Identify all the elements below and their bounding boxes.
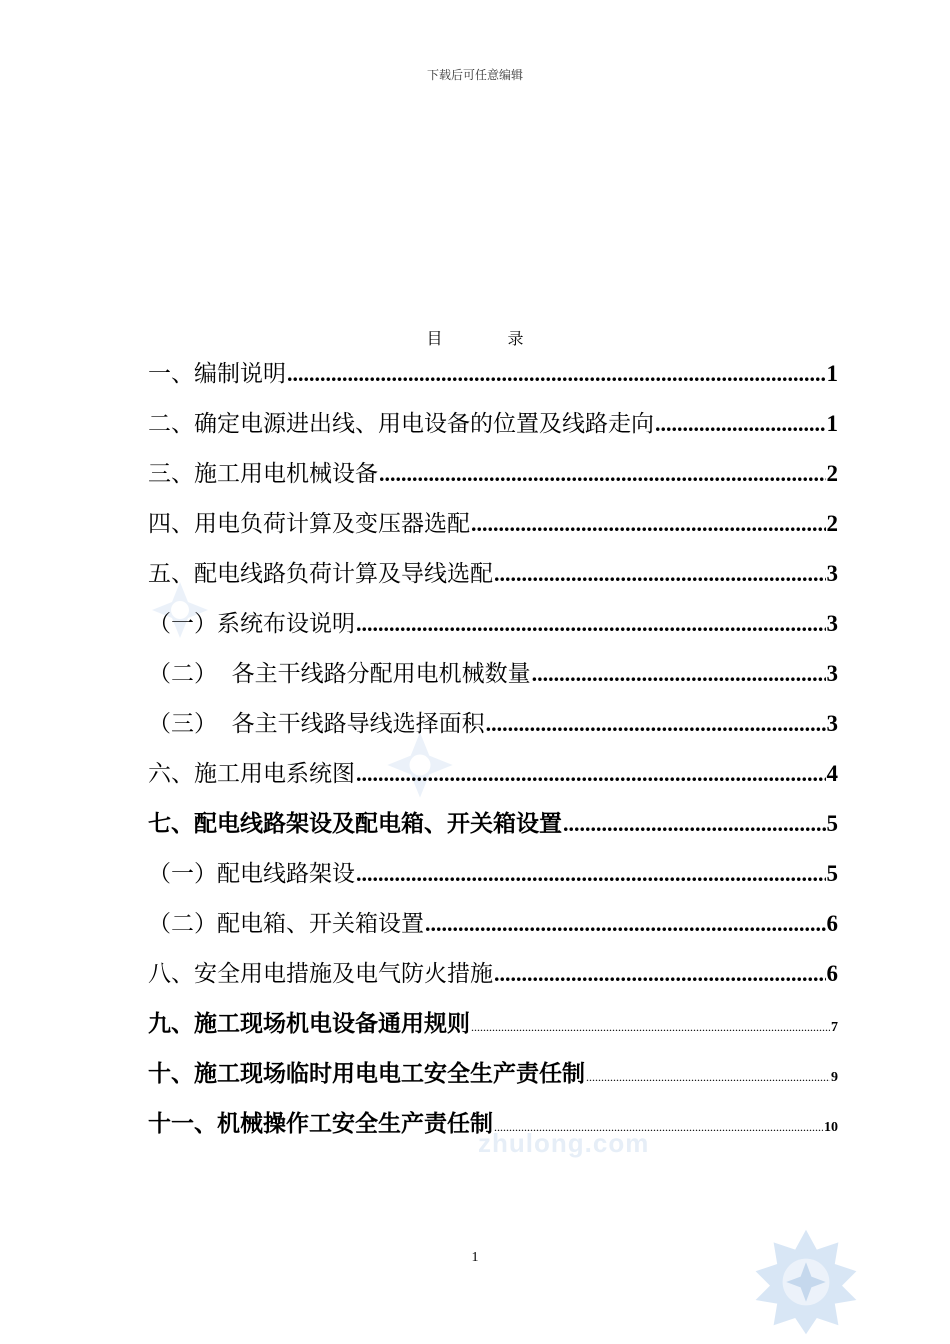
toc-entry-page: 2	[826, 461, 838, 486]
toc-entry-label: 八、安全用电措施及电气防火措施	[148, 961, 493, 987]
toc-entry[interactable]	[148, 955, 838, 991]
toc-entry-label: 五、配电线路负荷计算及导线选配	[148, 561, 493, 587]
toc-subentry[interactable]	[148, 605, 838, 641]
dot-leader	[379, 461, 826, 487]
toc-entry[interactable]	[148, 505, 838, 541]
toc-entry[interactable]	[148, 1005, 838, 1041]
toc-entry-page: 4	[826, 761, 838, 786]
toc-entry-page: 1	[826, 411, 838, 436]
dot-leader	[532, 661, 826, 687]
toc-subentry[interactable]	[148, 705, 838, 741]
dot-leader	[494, 561, 826, 587]
toc-entry-label: 四、用电负荷计算及变压器选配	[148, 511, 470, 537]
toc-entry[interactable]	[148, 1055, 838, 1091]
toc-entry-label: （三） 各主干线路导线选择面积	[148, 711, 485, 737]
toc-entry-page: 3	[826, 611, 838, 636]
toc-entry[interactable]	[148, 755, 838, 791]
dot-leader	[563, 811, 826, 837]
toc-entry[interactable]	[148, 455, 838, 491]
dot-leader	[655, 411, 826, 437]
toc-subentry[interactable]	[148, 905, 838, 941]
toc-entry-label: 九、施工现场机电设备通用规则	[148, 1011, 470, 1037]
toc-title: 目 录	[426, 329, 554, 348]
toc-entry-page: 6	[826, 961, 838, 986]
toc-entry[interactable]	[148, 555, 838, 591]
dot-leader	[356, 611, 826, 637]
toc-entry-page: 1	[826, 361, 838, 386]
toc-entry-label: （一）配电线路架设	[148, 861, 355, 887]
toc-entry-page: 2	[826, 511, 838, 536]
toc-entry-label: 二、确定电源进出线、用电设备的位置及线路走向	[148, 411, 654, 437]
watermark-logo-icon	[752, 1228, 860, 1336]
dot-leader	[356, 761, 826, 787]
toc-entry-page: 9	[831, 1070, 838, 1085]
watermark-text: zhulong.com	[478, 1128, 650, 1158]
toc-entry-label: （一）系统布设说明	[148, 611, 355, 637]
toc-entry-page: 10	[824, 1120, 838, 1135]
toc-subentry[interactable]	[148, 655, 838, 691]
dot-leader	[471, 511, 826, 537]
toc-entry-label: 三、施工用电机械设备	[148, 461, 378, 487]
toc-entry-label: 十一、机械操作工安全生产责任制	[148, 1111, 493, 1137]
dot-leader	[287, 361, 826, 387]
toc-entry-page: 7	[831, 1020, 838, 1035]
toc-entry[interactable]	[148, 355, 838, 391]
toc-entry-page: 3	[826, 561, 838, 586]
header-note: 下载后可任意编辑	[426, 68, 523, 82]
toc-entry-label: （二） 各主干线路分配用电机械数量	[148, 661, 531, 687]
toc-entry[interactable]	[148, 405, 838, 441]
toc-entry[interactable]	[148, 805, 838, 841]
toc-entry-label: 六、施工用电系统图	[148, 761, 355, 787]
toc-entry-label: 十、施工现场临时用电电工安全生产责任制	[148, 1061, 585, 1087]
toc-entry-label: 一、编制说明	[148, 361, 286, 387]
toc-entry-label: 七、配电线路架设及配电箱、开关箱设置	[148, 811, 562, 837]
dot-leader	[494, 961, 826, 987]
dot-leader	[486, 711, 826, 737]
toc-subentry[interactable]	[148, 855, 838, 891]
toc-entry-page: 5	[826, 861, 838, 886]
page-number: 1	[471, 1250, 479, 1265]
dot-leader	[425, 911, 826, 937]
dot-leader	[586, 1070, 830, 1085]
dot-leader	[356, 861, 826, 887]
toc-entry-page: 5	[826, 811, 838, 836]
toc-entry-page: 3	[826, 661, 838, 686]
dot-leader	[471, 1020, 830, 1035]
toc-entry-label: （二）配电箱、开关箱设置	[148, 911, 424, 937]
toc-entry-page: 6	[826, 911, 838, 936]
toc-entry-page: 3	[826, 711, 838, 736]
